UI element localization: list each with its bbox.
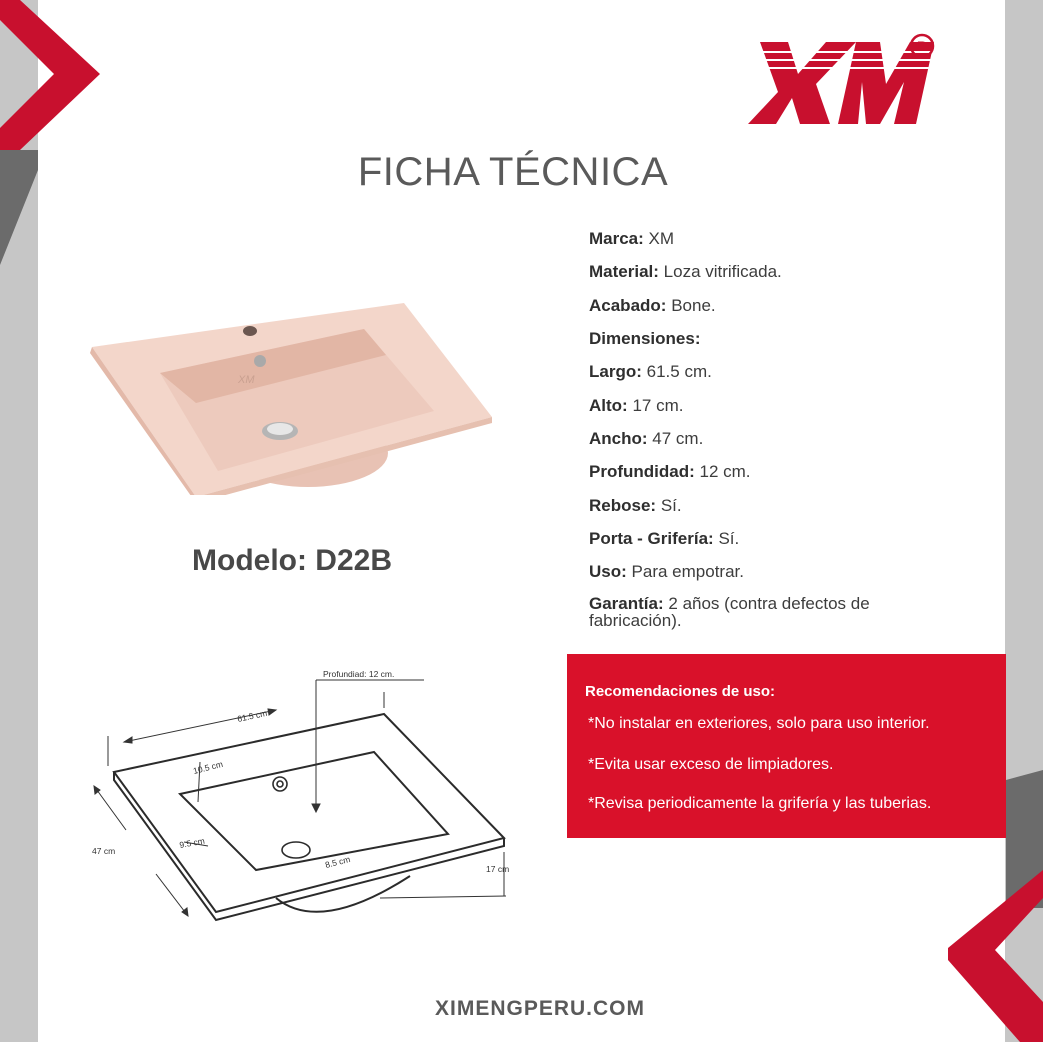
svg-text:XM: XM [238, 374, 255, 386]
website-footer[interactable]: XIMENGPERU.COM [434, 997, 645, 1020]
spec-ancho: Ancho: 47 cm. [589, 429, 704, 448]
sink-photo [86, 285, 498, 495]
spec-largo: Largo: 61.5 cm. [589, 362, 712, 381]
dimension-diagram [80, 662, 520, 932]
page-title: FICHA TÉCNICA [357, 150, 669, 194]
recommendations-box [567, 654, 1006, 838]
tap-offset-label: 10.5 cm [192, 758, 224, 776]
spec-uso: Uso: Para empotrar. [589, 562, 744, 581]
spec-alto: Alto: 17 cm. [589, 396, 684, 415]
recommendation-item: *Revisa periodicamente la grifería y las tuberias. [588, 795, 932, 812]
spec-dimensiones: Dimensiones: [589, 329, 701, 348]
spec-rebose: Rebose: Sí. [589, 496, 682, 515]
recommendation-item: *Evita usar exceso de limpiadores. [588, 756, 834, 773]
spec-garantia: Garantía: 2 años (contra defectos de fabricación). [589, 594, 870, 630]
spec-porta-griferia: Porta - Grifería: Sí. [589, 529, 740, 548]
depth-label: Profundiad: 12 cm. [323, 669, 395, 679]
top-left-chevron-decoration [0, 0, 110, 280]
recommendation-item: *No instalar en exteriores, solo para uso interior. [588, 715, 930, 732]
width-label: 47 cm [92, 846, 116, 856]
model-name: Modelo: D22B [192, 544, 393, 577]
spec-marca: Marca: XM [589, 229, 675, 248]
height-label: 17 cm [486, 864, 510, 874]
side-margin-label: 9.5 cm [178, 835, 206, 850]
xm-logo [738, 32, 938, 128]
recommendations-title: Recomendaciones de uso: [585, 683, 776, 700]
spec-profundidad: Profundidad: 12 cm. [589, 462, 751, 481]
length-label: 61.5 cm [236, 707, 269, 724]
spec-acabado: Acabado: Bone. [589, 296, 716, 315]
drain-offset-label: 8.5 cm [324, 854, 352, 870]
svg-text:R: R [916, 38, 928, 54]
spec-material: Material: Loza vitrificada. [589, 262, 782, 281]
